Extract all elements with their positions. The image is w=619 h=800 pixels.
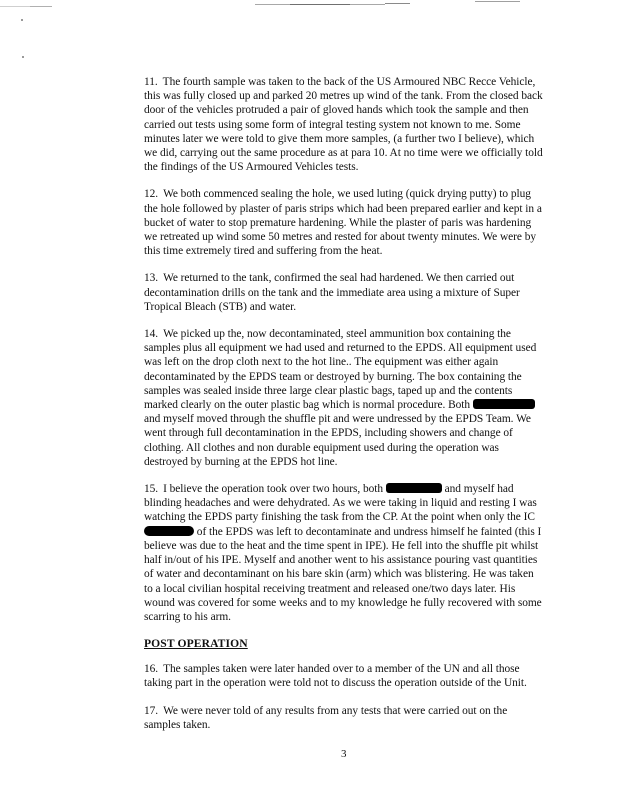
paragraph-13 [144, 271, 544, 314]
page-number: 3 [341, 748, 347, 760]
scan-artifact-line [385, 3, 410, 4]
paragraph-text: We picked up the, now decontaminated, steel ammunition box containing the samples plus all equipment we had used and returned to the EPDS. All equipment used was left on the drop cloth next to the hot line.. The equipment was either again decontaminated by the EPDS team or destroyed by burning. The box containing the samples was sealed inside three large clear plastic bags, taped up and the contents marked clearly on the outer plastic bag which is normal procedure. Both [144, 328, 537, 412]
scan-artifact-line [475, 1, 520, 2]
scan-artifact-line [30, 6, 52, 7]
paragraph-number: 13. [144, 272, 159, 285]
paragraph-text: I believe the operation took over two hours, both [163, 483, 386, 496]
paragraph-16 [144, 662, 544, 690]
scan-artifact-dot [22, 56, 24, 58]
paragraph-number: 14. [144, 328, 159, 341]
redaction-block [386, 483, 442, 493]
redaction-block [144, 526, 194, 536]
paragraph-number: 16. [144, 663, 159, 676]
scan-artifact-dot [21, 19, 23, 21]
paragraph-11 [144, 75, 544, 174]
paragraph-17 [144, 704, 544, 732]
paragraph-text: We were never told of any results from any tests that were carried out on the samples taken. [144, 704, 508, 731]
document-body [144, 75, 544, 745]
paragraph-number: 15. [144, 483, 159, 496]
redaction-block [473, 399, 535, 409]
paragraph-text: and myself had blinding headaches and were dehydrated. As we were taking in liquid and resting I was watching the EPDS party finishing the task from the CP. At the point when only the IC [144, 483, 537, 524]
paragraph-text: and myself moved through the shuffle pit and were undressed by the EPDS Team. We went through full decontamination in the EPDS, including showers and change of clothing. All clothes and non durable equipment used during the operation was destroyed by burning at the EPDS hot line. [144, 413, 531, 468]
section-heading-post-operation: POST OPERATION [144, 637, 248, 651]
paragraph-text: The fourth sample was taken to the back of the US Armoured NBC Recce Vehicle, this was fully closed up and parked 20 metres up wind of the tank. From the closed back door of the vehicles protruded a pair of gloved hands which took the sample and then carried out tests using some form of integral testing system not known to me. Some minutes later we were told to give them more samples, (a further two I believe), which we did, carrying out the same procedure as at para 10. At no time were we officially told the findings of the US Armoured Vehicles tests. [144, 76, 543, 174]
paragraph-14 [144, 327, 544, 469]
scan-artifact-line [350, 4, 385, 5]
scan-artifact-line [290, 4, 350, 5]
paragraph-number: 12. [144, 188, 159, 201]
paragraph-15 [144, 482, 544, 624]
scan-artifact-line [255, 4, 290, 5]
paragraph-12 [144, 187, 544, 258]
paragraph-number: 17. [144, 704, 159, 717]
paragraph-text: The samples taken were later handed over to a member of the UN and all those taking part in the operation were told not to discuss the operation outside of the Unit. [144, 663, 527, 690]
paragraph-text: We returned to the tank, confirmed the seal had hardened. We then carried out decontamination drills on the tank and the immediate area using a mixture of Super Tropical Bleach (STB) and water. [144, 272, 520, 313]
paragraph-text: We both commenced sealing the hole, we used luting (quick drying putty) to plug the hole followed by plaster of paris strips which had been prepared earlier and kept in a bucket of water to stop premature hardening. While the plaster of paris was hardening we retreated up wind some 50 metres and rested for about twenty minutes. We were by this time extremely tired and suffering from the heat. [144, 188, 542, 258]
paragraph-number: 11. [144, 76, 158, 88]
paragraph-text: of the EPDS was left to decontaminate and undress himself he fainted (this I believe was due to the heat and the time spent in IPE). He fell into the shuffle pit whilst half in/out of his IPE. Myself and another went to his assistance pouring vast quantities of water and decontaminant on his bare skin (arm) which was blistering. He was taken to a local civilian hospital receiving treatment and released one/two days later. His wound was covered for some weeks and to my knowledge he fully recovered with some scarring to his arm. [144, 525, 542, 623]
